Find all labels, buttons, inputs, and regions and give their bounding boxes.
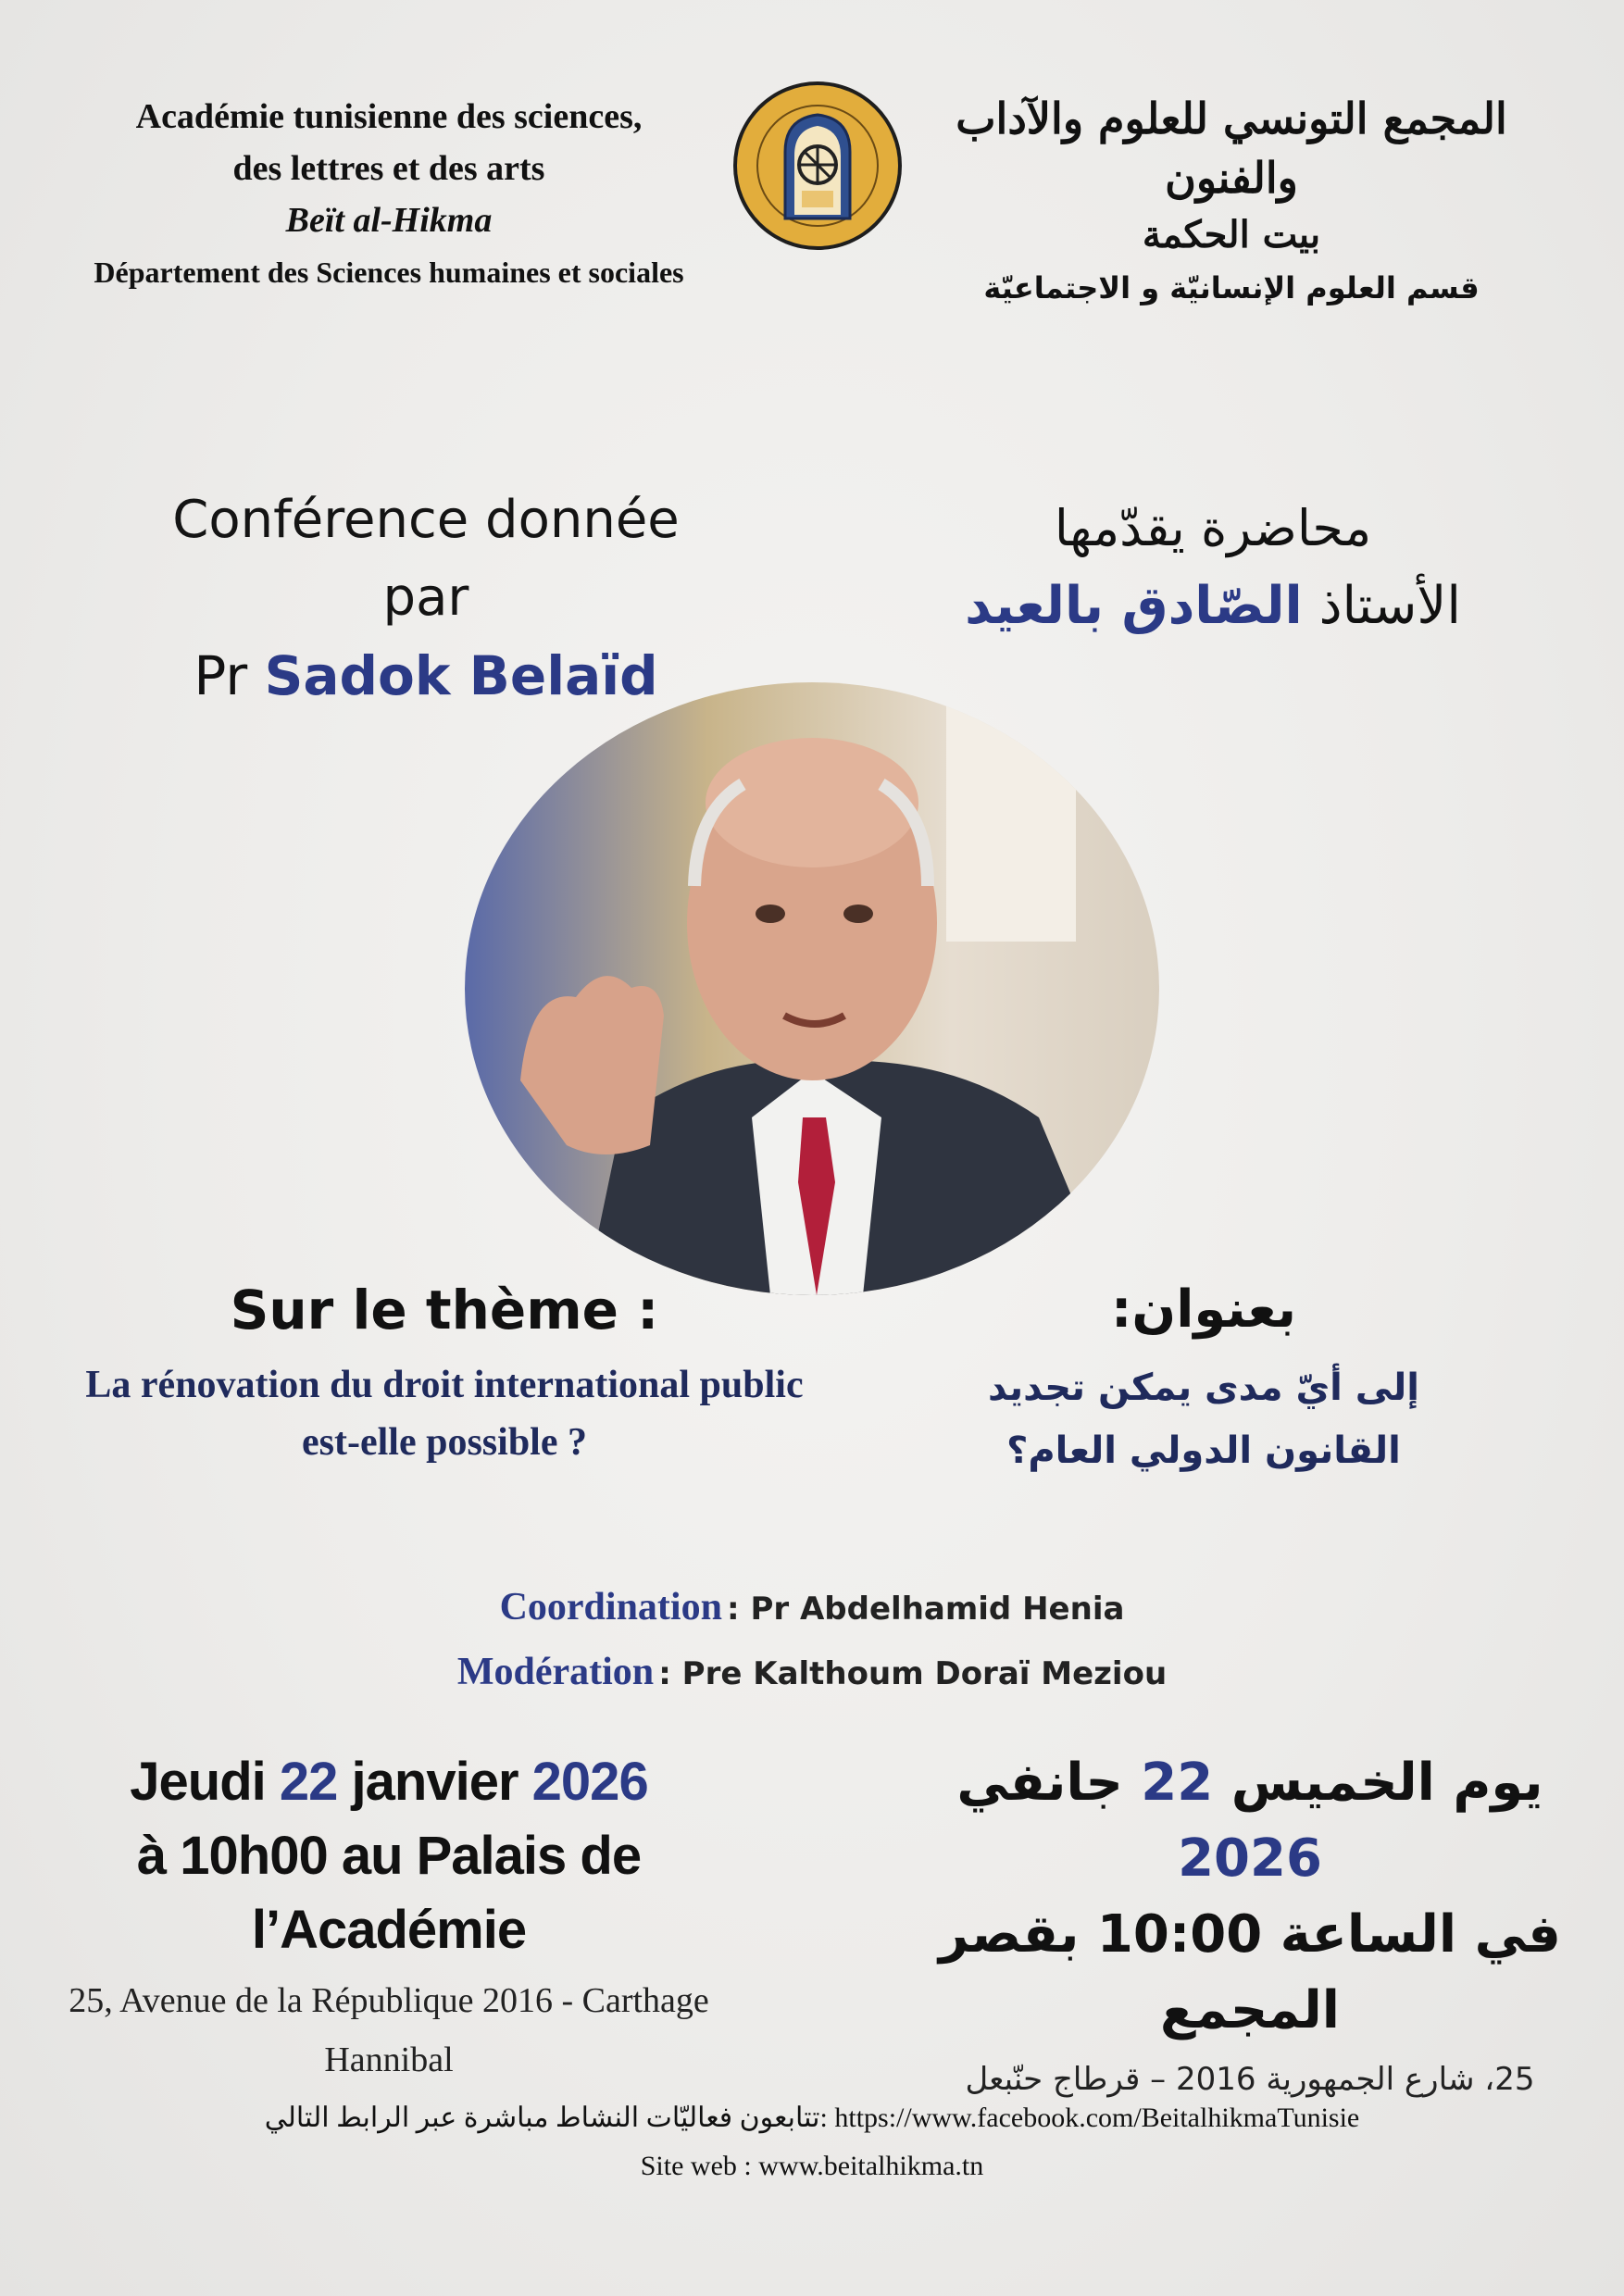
header-arabic [954,89,1509,313]
event-year-ar: 2026 [1178,1828,1322,1889]
academy-name-line2: des lettres et des arts [232,149,545,188]
moderation-label: Modération [456,1651,655,1693]
speaker-title-fr: Pr [194,644,248,707]
website-link[interactable]: Site web : www.beitalhikma.tn [640,2151,984,2181]
academy-name-beit-al-hikma: Beït al-Hikma [285,201,493,240]
coordination-row [0,1578,1624,1643]
event-daynum-ar: 22 [1141,1753,1214,1813]
event-time-place-ar [935,1897,1565,2049]
conference-intro-fr: Conférence donnée par [172,490,680,628]
theme-title-fr-line1: La rénovation du droit international public [85,1364,804,1406]
speaker-fullname-fr: Sadok Belaïd [264,644,658,707]
event-month-ar: جانفي [956,1753,1123,1813]
theme-title-fr-line2: est-elle possible ? [302,1421,587,1464]
speaker-name-ar [889,567,1537,646]
event-place-ar: بقصر المجمع [939,1904,1340,2040]
event-date-fr [56,1745,722,1819]
organisers [0,1578,1624,1708]
event-time-place-fr: à 10h00 au Palais de l’Académie [136,1826,642,1960]
theme-french [28,1273,861,1471]
academy-name-ar: المجمع التونسي للعلوم والآداب والفنون [956,94,1507,203]
footer [0,2094,1624,2190]
event-year-fr: 2026 [531,1752,648,1812]
academy-name-line1: Académie tunisienne des sciences, [135,97,643,136]
department-name-fr: Département des Sciences humaines et sociales [94,256,684,289]
header-french [56,91,722,298]
theme-title-fr [28,1356,861,1471]
event-day-ar: يوم الخميس [1230,1753,1543,1813]
event-date-ar [935,1745,1565,1897]
theme-arabic [944,1273,1463,1482]
theme-title-ar-line2: القانون الدولي العام؟ [1006,1429,1401,1472]
event-address-fr: 25, Avenue de la République 2016 - Carthage Hannibal [69,1981,709,2079]
event-daynum-fr: 22 [279,1752,338,1812]
coordination-value: : Pr Abdelhamid Henia [727,1591,1125,1628]
event-date-arabic [935,1745,1565,2106]
event-time-prefix-ar: في الساعة [1280,1904,1561,1965]
speaker-portrait-photo [465,682,1159,1295]
speaker-arabic [889,491,1537,646]
event-time-ar: 10:00 [1096,1904,1263,1965]
conference-intro-ar: محاضرة يقدّمها [1054,499,1372,557]
event-month-fr: janvier [351,1752,518,1812]
speaker-title-ar: الأستاذ [1318,576,1461,636]
facebook-link[interactable]: تتابعون فعاليّات النشاط مباشرة عبر الرابط التالي: https://www.facebook.com/BeitalhikmaTunisie [264,2103,1360,2133]
event-day-fr: Jeudi [130,1752,266,1812]
moderation-value: : Pre Kalthoum Doraï Meziou [658,1655,1168,1692]
theme-title-ar-line1: إلى أيّ مدى يمكن تجديد [988,1366,1419,1409]
department-name-ar: قسم العلوم الإنسانيّة و الاجتماعيّة [983,270,1480,306]
theme-label-ar: بعنوان: [1111,1279,1296,1340]
event-address-ar: 25، شارع الجمهورية 2016 – قرطاج حنّبعل [965,2061,1535,2098]
moderation-row [0,1643,1624,1708]
coordination-label: Coordination [499,1586,722,1628]
event-date-french [56,1745,722,2090]
speaker-french [130,481,722,715]
theme-title-ar [944,1356,1463,1482]
speaker-fullname-ar: الصّادق بالعيد [965,576,1303,636]
beit-al-hikma-ar: بيت الحكمة [1142,213,1321,256]
theme-label-fr: Sur le thème : [230,1279,659,1341]
academy-seal-logo [731,80,904,252]
